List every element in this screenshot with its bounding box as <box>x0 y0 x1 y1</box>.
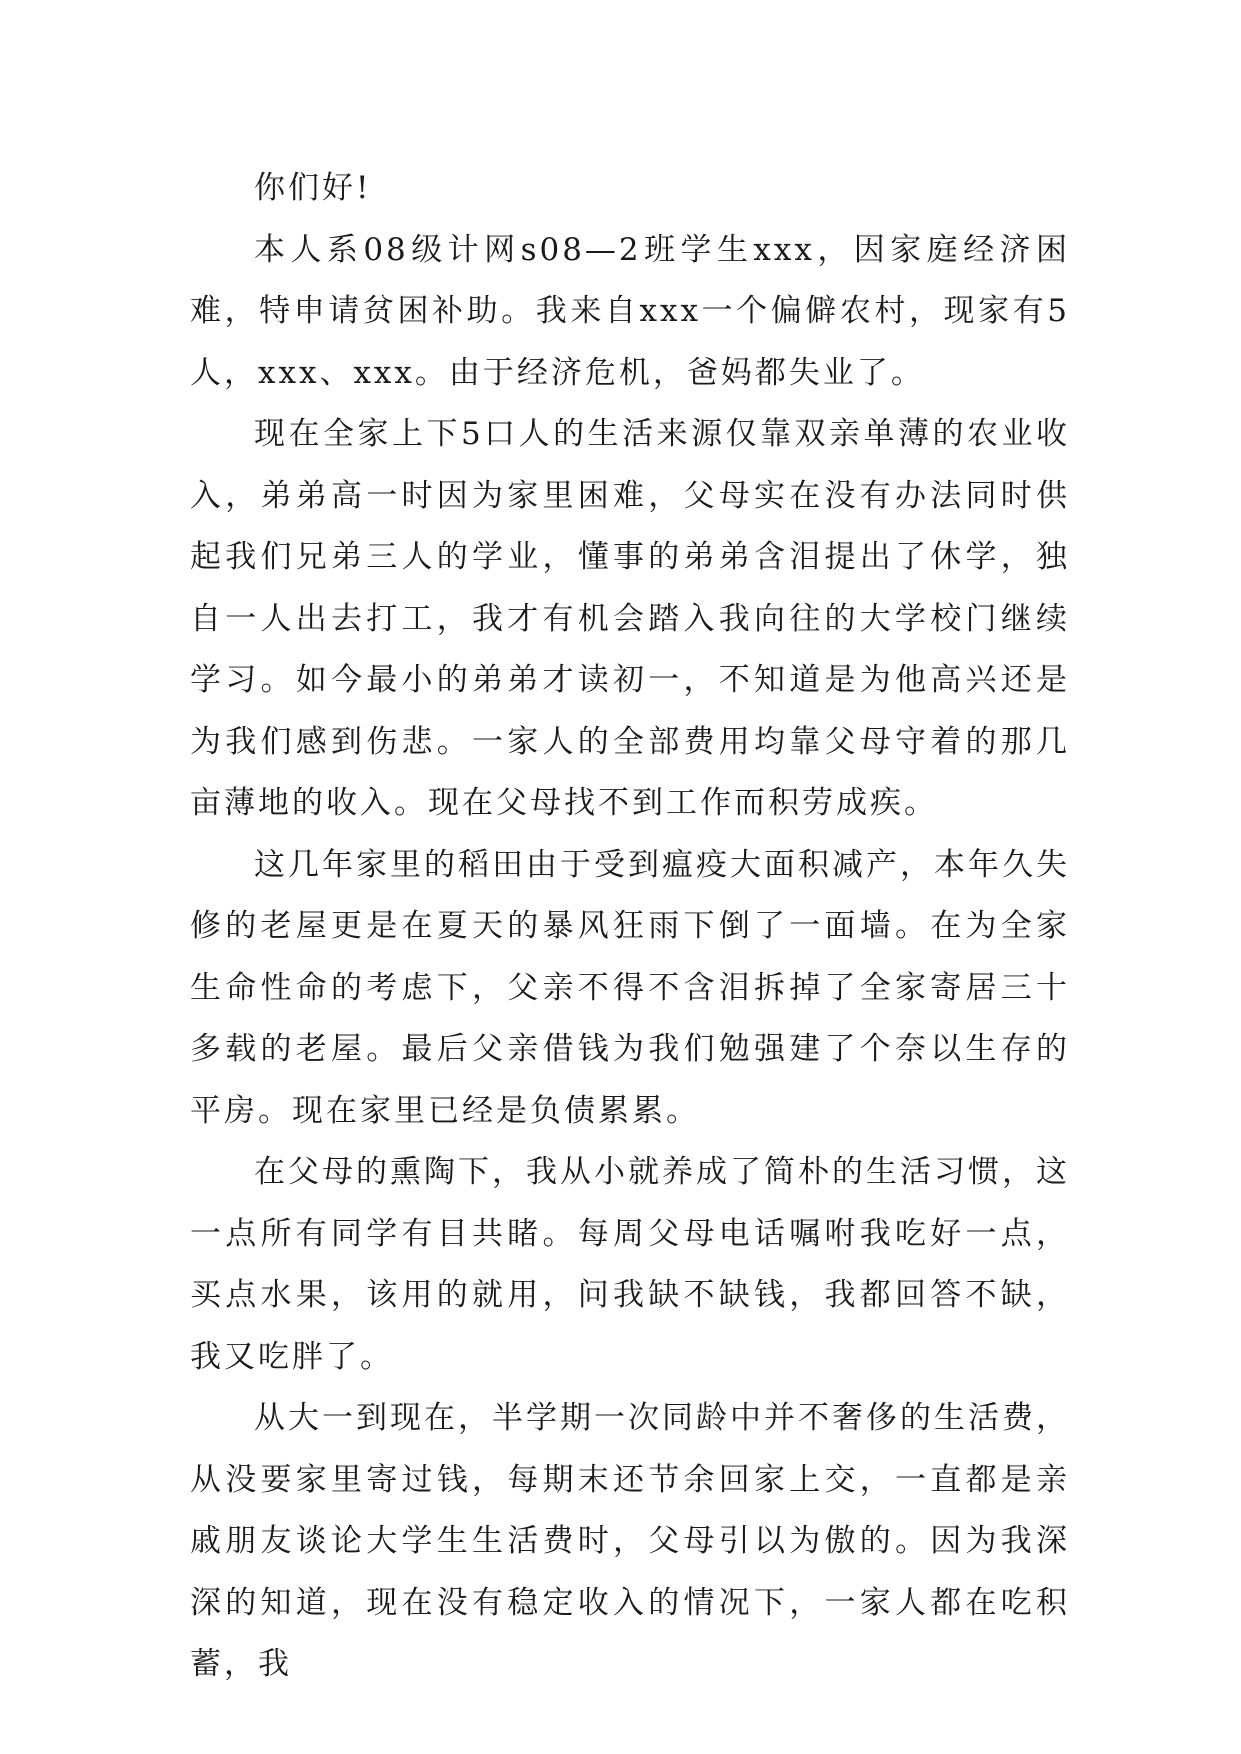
paragraph-house-damage: 这几年家里的稻田由于受到瘟疫大面积减产，本年久失修的老屋更是在夏天的暴风狂雨下倒了一面墙。在为全家生命性命的考虑下，父亲不得不含泪拆掉了全家寄居三十多载的老屋。最后父亲借钱为我们勉强建了个奈以生存的平房。现在家里已经是负债累累。 <box>190 846 1070 1129</box>
letter-body <box>190 158 1070 1696</box>
greeting: 你们好! <box>254 170 372 206</box>
paragraph-family-situation: 现在全家上下5口人的生活来源仅靠双亲单薄的农业收入，弟弟高一时因为家里困难，父母实在没有办法同时供起我们兄弟三人的学业，懂事的弟弟含泪提出了休学，独自一人出去打工，我才有机会踏入我向往的大学校门继续学习。如今最小的弟弟才读初一，不知道是为他高兴还是为我们感到伤悲。一家人的全部费用均靠父母守着的那几亩薄地的收入。现在父母找不到工作而积劳成疾。 <box>190 416 1070 821</box>
paragraph-introduction: 本人系08级计网s08—2班学生xxx，因家庭经济困难，特申请贫困补助。我来自xxx一个偏僻农村，现家有5人，xxx、xxx。由于经济危机，爸妈都失业了。 <box>190 231 1070 391</box>
paragraph-living-expenses: 从大一到现在，半学期一次同龄中并不奢侈的生活费，从没要家里寄过钱，每期末还节余回家上交，一直都是亲戚朋友谈论大学生生活费时，父母引以为傲的。因为我深深的知道，现在没有稳定收入的情况下，一家人都在吃积蓄，我 <box>190 1400 1070 1682</box>
paragraph-frugal-habits: 在父母的熏陶下，我从小就养成了简朴的生活习惯，这一点所有同学有目共睹。每周父母电话嘱咐我吃好一点，买点水果，该用的就用，问我缺不缺钱，我都回答不缺，我又吃胖了。 <box>190 1154 1070 1375</box>
